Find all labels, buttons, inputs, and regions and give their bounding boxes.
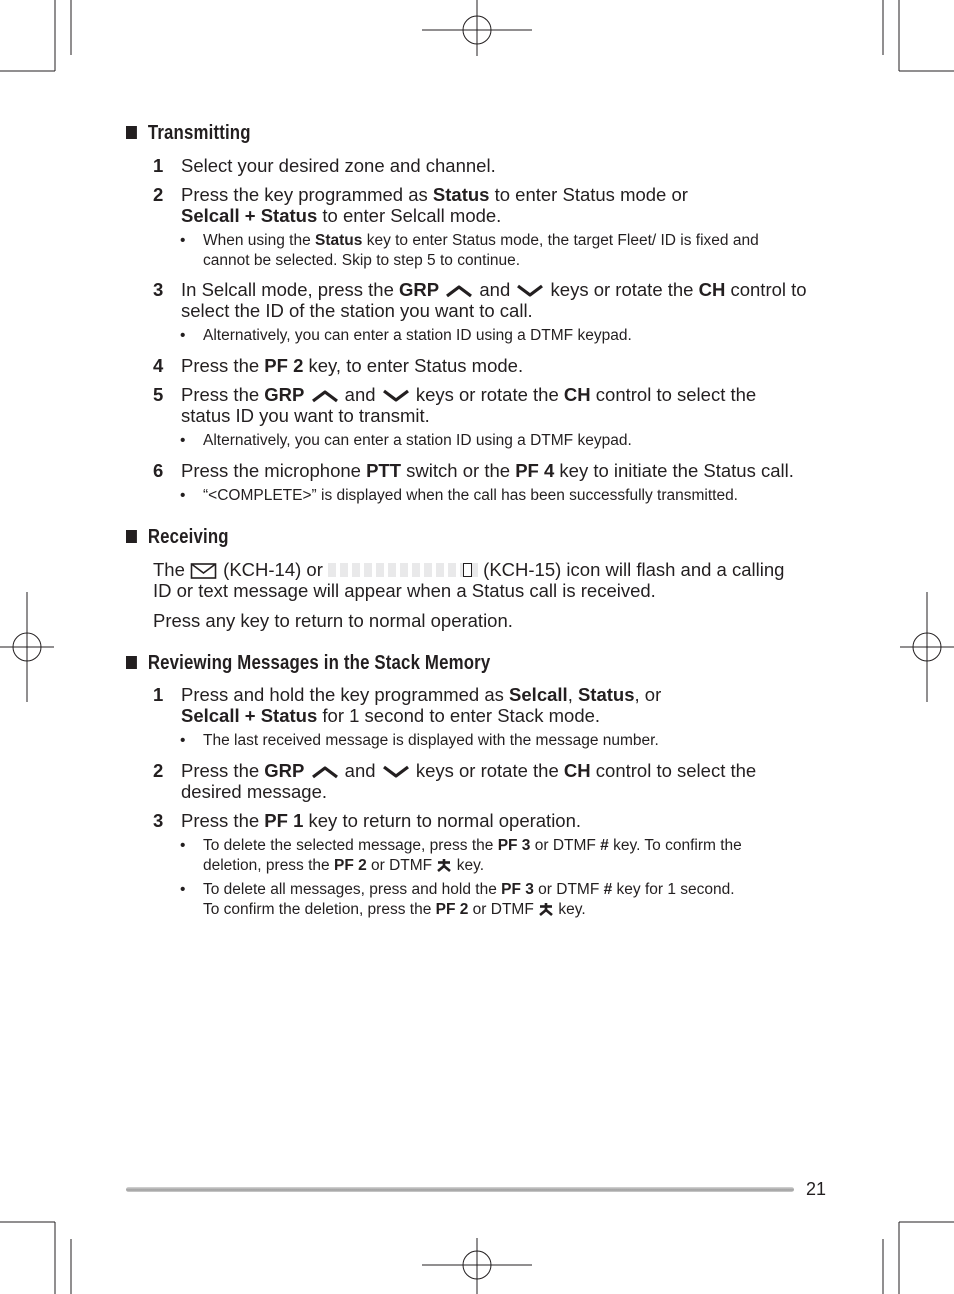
section-heading-reviewing: Reviewing Messages in the Stack Memory [126, 652, 490, 675]
grp-up-chevron-icon [310, 765, 340, 779]
grp-down-chevron-icon [381, 765, 411, 779]
page-number: 21 [806, 1179, 827, 1199]
dtmf-asterisk-icon [538, 902, 554, 918]
grp-down-chevron-icon [381, 389, 411, 403]
section-heading-receiving: Receiving [126, 526, 229, 549]
grp-up-chevron-icon [444, 284, 474, 298]
section-heading-transmitting: Transmitting [126, 122, 251, 145]
receiving-paragraph-1: The (KCH-14) or (KCH-15) icon will flash and a calling ID or text message will appear when a Status call is received. [153, 559, 785, 602]
heading-square-icon [126, 656, 137, 669]
receiving-paragraph-2: Press any key to return to normal operation. [153, 610, 513, 631]
grp-up-chevron-icon [310, 389, 340, 403]
kch15-display-icon [328, 563, 478, 577]
heading-square-icon [126, 126, 137, 139]
heading-square-icon [126, 530, 137, 543]
dtmf-asterisk-icon [436, 858, 452, 874]
envelope-icon [190, 562, 218, 580]
grp-down-chevron-icon [515, 284, 545, 298]
footer-rule [126, 1187, 794, 1192]
